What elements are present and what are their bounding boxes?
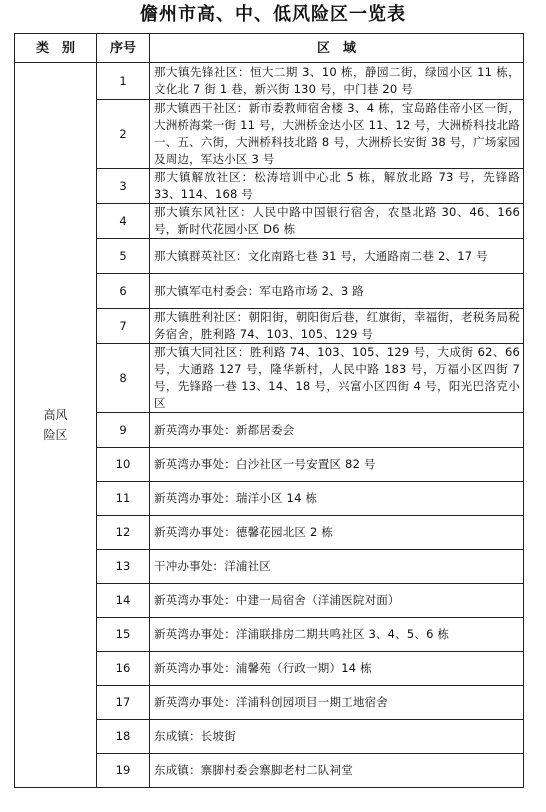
table-header-row xyxy=(15,34,524,63)
area-description: 那大镇胜利社区：朝阳街，朝阳街后巷，红旗街，幸福街，老税务局税务宿舍，胜利路 74、103、105、129 号 xyxy=(150,309,524,344)
area-description: 东成镇：长坡街 xyxy=(150,720,524,754)
table-row xyxy=(15,63,524,100)
area-description: 干冲办事处：洋浦社区 xyxy=(150,550,524,584)
row-number: 12 xyxy=(97,516,150,550)
risk-area-table xyxy=(14,33,524,788)
row-number: 6 xyxy=(97,274,150,309)
area-description: 新英湾办事处：德馨花园北区 2 栋 xyxy=(150,516,524,550)
page-title: 儋州市高、中、低风险区一览表 xyxy=(140,4,406,25)
area-description: 那大镇先锋社区：恒大二期 3、10 栋，静园二街，绿园小区 11 栋，文化北 7 街 1 巷，新兴街 130 号，中门巷 20 号 xyxy=(150,63,524,100)
row-number: 7 xyxy=(97,309,150,344)
table-body xyxy=(15,63,524,788)
row-number: 2 xyxy=(97,100,150,169)
area-description: 新英湾办事处：白沙社区一号安置区 82 号 xyxy=(150,448,524,482)
risk-category-label: 高风险区 xyxy=(43,408,68,442)
area-description: 那大镇解放社区：松涛培训中心北 5 栋，解放北路 73 号，先锋路 33、114、168 号 xyxy=(150,169,524,204)
row-number: 15 xyxy=(97,618,150,652)
row-number: 14 xyxy=(97,584,150,618)
row-number: 9 xyxy=(97,413,150,448)
header-area: 区 域 xyxy=(150,34,524,63)
area-description: 新英湾办事处：中建一局宿舍（洋浦医院对面） xyxy=(150,584,524,618)
area-description: 新英湾办事处：洋浦联排房二期共鸣社区 3、4、5、6 栋 xyxy=(150,618,524,652)
row-number: 11 xyxy=(97,482,150,516)
row-number: 3 xyxy=(97,169,150,204)
row-number: 16 xyxy=(97,652,150,686)
row-number: 1 xyxy=(97,63,150,100)
row-number: 17 xyxy=(97,686,150,720)
row-number: 8 xyxy=(97,344,150,413)
risk-category-cell xyxy=(15,63,97,788)
row-number: 18 xyxy=(97,720,150,754)
area-description: 东成镇：寨脚村委会寨脚老村二队祠堂 xyxy=(150,754,524,788)
area-description: 新英湾办事处：浦馨苑（行政一期）14 栋 xyxy=(150,652,524,686)
area-description: 那大镇群英社区：文化南路七巷 31 号，大通路南二巷 2、17 号 xyxy=(150,239,524,274)
row-number: 5 xyxy=(97,239,150,274)
area-description: 那大镇大同社区：胜利路 74、103、105、129 号，大成街 62、66 号，大通路 127 号，隆华新村，人民中路 183 号，万福小区四街 7 号，先锋路一巷 13、14、18 号，兴富小区四街 4 号，阳光巴洛克小区 xyxy=(150,344,524,413)
row-number: 10 xyxy=(97,448,150,482)
area-description: 那大镇西干社区：新市委教师宿舍楼 3、4 栋，宝岛路佳帝小区一街，大洲桥海棠一街 11 号，大洲桥金达小区 11、12 号，大洲桥科技北路一、五、六街，大洲桥科技北路 8 号，大洲桥长安街 38 号，广场家园及周边，军达小区 3 号 xyxy=(150,100,524,169)
header-number: 序号 xyxy=(97,34,150,63)
row-number: 4 xyxy=(97,204,150,239)
area-description: 新英湾办事处：瑞洋小区 14 栋 xyxy=(150,482,524,516)
area-description: 新英湾办事处：新都居委会 xyxy=(150,413,524,448)
header-category: 类 别 xyxy=(15,34,97,63)
area-description: 那大镇军屯村委会：军屯路市场 2、3 路 xyxy=(150,274,524,309)
row-number: 19 xyxy=(97,754,150,788)
area-description: 那大镇东风社区：人民中路中国银行宿舍，农垦北路 30、46、166 号，新时代花园小区 D6 栋 xyxy=(150,204,524,239)
area-description: 新英湾办事处：洋浦科创园项目一期工地宿舍 xyxy=(150,686,524,720)
row-number: 13 xyxy=(97,550,150,584)
